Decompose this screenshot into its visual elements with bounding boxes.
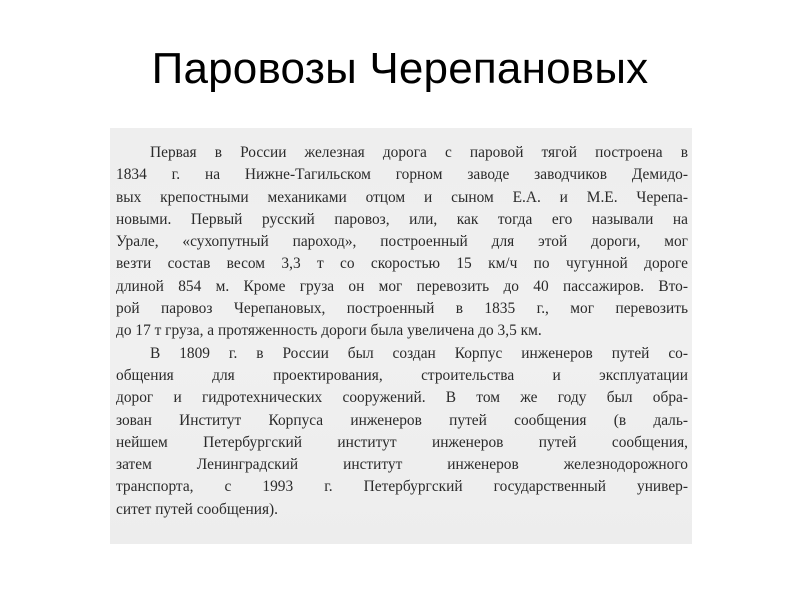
text-line: Урале, «сухопутный пароход», построенный для этой дороги, мог <box>116 233 688 251</box>
text-line: ситет путей сообщения). <box>116 500 279 518</box>
text-line: новыми. Первый русский паровоз, или, как тогда его называли на <box>116 210 688 228</box>
text-line: зован Институт Корпуса инженеров путей сообщения (в даль- <box>116 411 688 429</box>
text-line: вых крепостными механиками отцом и сыном Е.А. и М.Е. Черепа- <box>116 188 688 206</box>
text-line: транспорта, с 1993 г. Петербургский государственный универ- <box>116 478 688 496</box>
text-line: Первая в России железная дорога с паровой тягой построена в <box>150 144 688 161</box>
text-line: общения для проектирования, строительства и эксплуатации <box>116 366 688 384</box>
scanned-text-image <box>110 128 692 544</box>
text-line: затем Ленинградский институт инженеров железнодорожного <box>116 456 688 474</box>
text-line: нейшем Петербургский институт инженеров путей сообщения, <box>116 433 688 451</box>
text-line: рой паровоз Черепановых, построенный в 1835 г., мог перевозить <box>116 300 688 318</box>
text-line: до 17 т груза, а протяженность дороги была увеличена до 3,5 км. <box>116 322 542 340</box>
slide-title: Паровозы Черепановых <box>151 44 649 93</box>
text-line: В 1809 г. в России был создан Корпус инженеров путей со- <box>150 344 688 362</box>
text-line: 1834 г. на Нижне-Тагильском горном заводе заводчиков Демидо- <box>116 166 688 184</box>
scanned-text-body <box>116 142 688 521</box>
text-line: длиной 854 м. Кроме груза он мог перевозить до 40 пассажиров. Вто- <box>116 277 688 295</box>
text-line: дорог и гидротехнических сооружений. В том же году был обра- <box>116 389 688 407</box>
text-line: везти состав весом 3,3 т со скоростью 15 км/ч по чугунной дороге <box>116 255 688 273</box>
